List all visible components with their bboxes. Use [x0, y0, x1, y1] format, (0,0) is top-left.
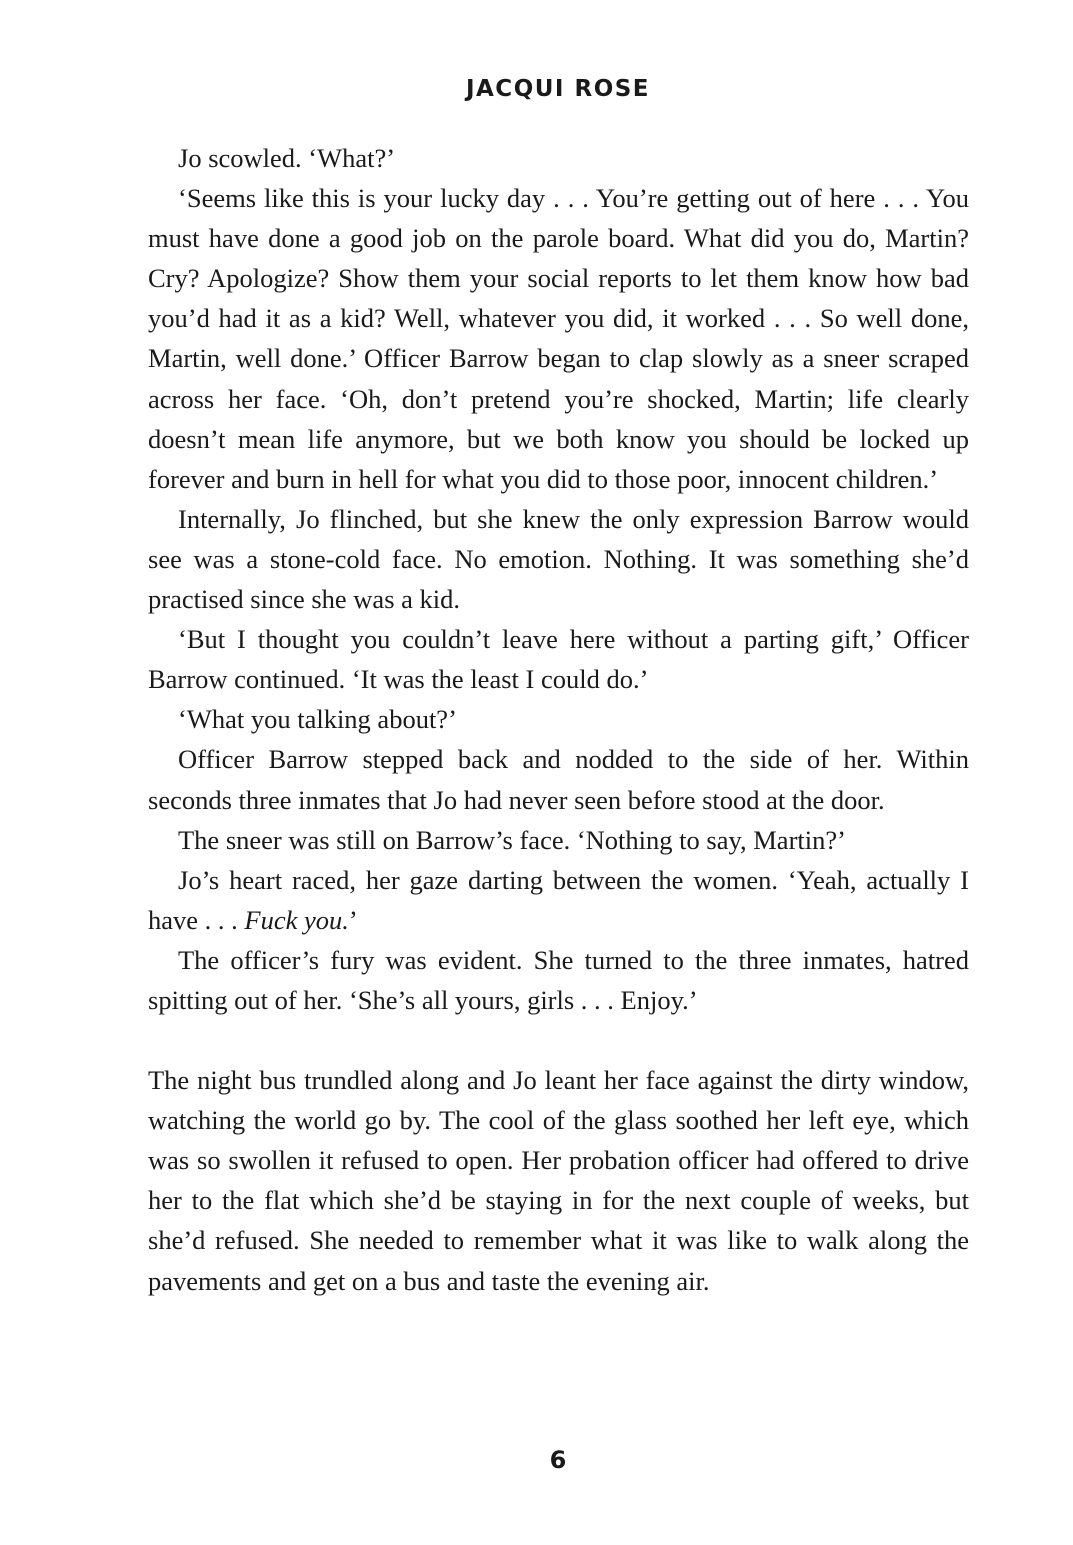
paragraph-sneer: The sneer was still on Barrow’s face. ‘Nothing to say, Martin?’	[178, 824, 846, 855]
paragraph-night-bus: The night bus trundled along and Jo leant her face against the dirty window, watching the world go by. The cool of the glass soothed her left eye, which was so swollen it refused to open. Her probation officer had offered to drive her to the flat which she’d be staying in for the next couple of weeks, but she’d refused. She needed to remember what it was like to walk along the pavements and get on a bus and taste the evening air.	[148, 1065, 969, 1296]
paragraph-jo-scowled: Jo scowled. ‘What?’	[178, 143, 396, 173]
page-number: 6	[549, 1446, 567, 1474]
paragraph-lucky-day: ‘Seems like this is your lucky day . . . You’re getting out of here . . . You must have done a good job on the parole board. What did you do, Martin? Cry? Apologize? Show them your social reports to let them know how bad you’d had it as a kid? Well, whatever you did, it worked . . . So well done, Martin, well done.’ Officer Barrow began to clap slowly as a sneer scraped across her face. ‘Oh, don’t pretend you’re shocked, Martin; life clearly doesn’t mean life anymore, but we both know you should be locked up forever and burn in hell for what you did to those poor, innocent children.’	[148, 183, 969, 494]
running-head: JACQUI ROSE	[465, 76, 651, 102]
heart-raced-text: Jo’s heart raced, her gaze darting between the women. ‘Yeah, actually I have . . .	[148, 864, 969, 935]
paragraph-parting-gift: ‘But I thought you couldn’t leave here without a parting gift,’ Officer Barrow continued. ‘It was the least I could do.’	[148, 624, 969, 695]
body-text	[148, 138, 969, 1301]
heart-raced-italic: Fuck you.	[244, 904, 349, 935]
section-break	[148, 1020, 969, 1060]
paragraph-heart-raced	[148, 860, 969, 940]
paragraph-what-talking: ‘What you talking about?’	[178, 704, 457, 735]
heart-raced-end: ’	[348, 904, 358, 935]
paragraph-stepped-back: Officer Barrow stepped back and nodded to the side of her. Within seconds three inmates that Jo had never seen before stood at the door.	[148, 744, 969, 815]
paragraph-internally: Internally, Jo flinched, but she knew the only expression Barrow would see was a stone-cold face. No emotion. Nothing. It was something she’d practised since she was a kid.	[148, 503, 969, 615]
paragraph-officer-fury: The officer’s fury was evident. She turned to the three inmates, hatred spitting out of her. ‘She’s all yours, girls . . . Enjoy.’	[148, 944, 969, 1015]
